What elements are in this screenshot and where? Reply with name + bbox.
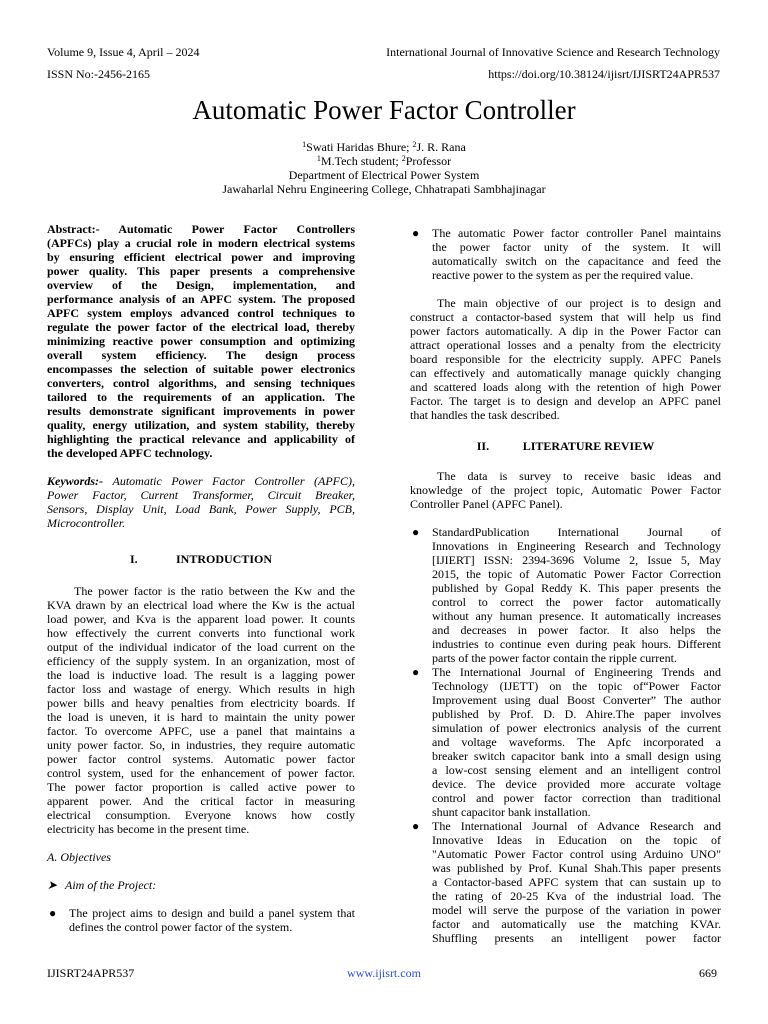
list-item	[410, 819, 721, 945]
bullet-dot-icon: ●	[412, 665, 420, 679]
author-block	[0, 140, 768, 196]
section-heading-literature-review	[410, 439, 721, 453]
main-objective-paragraph	[410, 296, 721, 422]
author-roles	[0, 154, 768, 168]
keywords-text	[47, 474, 355, 530]
text-line: (APFCs) play a crucial role in modern electrical systems	[47, 236, 355, 250]
page-title: Automatic Power Factor Controller	[192, 95, 576, 125]
text-line: The project aims to design and build a panel system that	[69, 906, 355, 920]
text-line: Technology (IJETT) on the topic of“Power Factor	[432, 679, 721, 693]
text-line: "Automatic Power Factor control using Arduino UNO"	[432, 847, 721, 861]
text-line: control and power factor correction than traditional	[432, 791, 721, 805]
keywords	[47, 474, 355, 530]
section-number: II.	[476, 439, 490, 453]
text-line: tailored to the requirements of an application. The	[47, 390, 355, 404]
text-line: how effectively the current converts into functional work	[47, 626, 355, 640]
author2-name: J. R. Rana	[416, 140, 466, 154]
list-item	[410, 226, 721, 282]
text-line: The International Journal of Engineering Trends and	[432, 665, 721, 679]
bullet-dot-icon: ●	[412, 525, 420, 539]
list-item	[47, 906, 355, 934]
text-line: factor. To overcome APFC, use a panel that maintains a	[47, 724, 355, 738]
text-line: factor and automatically use the matching KVAr.	[432, 917, 721, 931]
author-college: Jawaharlal Nehru Engineering College, Chhatrapati Sambhajinagar	[222, 182, 546, 196]
aim-list	[47, 906, 355, 934]
text-line: apparent power. And the critical factor in measuring	[47, 794, 355, 808]
text-line: automatically switch on the capacitance and feed the	[432, 254, 721, 268]
section-heading-introduction	[47, 552, 355, 566]
text-line: The automatic Power factor controller Panel maintains	[432, 226, 721, 240]
abstract	[47, 222, 355, 460]
bullet-dot-icon: ●	[412, 819, 420, 833]
text-line: 2015, the topic of Automatic Power Factor Correction	[432, 567, 721, 581]
text-line: published by Gopal Reddy K. This paper presents the	[432, 581, 721, 595]
text-line: and voltage waveforms. The Apfc incorporated a	[432, 735, 721, 749]
text-line: StandardPublication International Journal of	[432, 525, 721, 539]
header-volume: Volume 9, Issue 4, April – 2024	[47, 45, 200, 59]
text-line: breaker switch capacitor bank into a small design using	[432, 749, 721, 763]
text-line: highlighting the practical relevance and applicability of	[47, 432, 355, 446]
author1-superscript: 1	[302, 140, 307, 149]
role2-superscript: 2	[401, 154, 406, 163]
author2-role: Professor	[405, 154, 452, 168]
text-line: and scattered loads along with the retention of high Power	[410, 380, 721, 394]
text-line: APFC system employs advanced control techniques to	[47, 306, 355, 320]
text-line: factor loss and wastage of energy. Which results in high	[47, 682, 355, 696]
text-line: the load is uneven, it is hard to maintain the unity power	[47, 710, 355, 724]
section-title: LITERATURE REVIEW	[522, 439, 655, 453]
text-line: KVA drawn by an electrical load where the Kw is the actual	[47, 598, 355, 612]
text-line: performance analysis of an APFC system. The proposed	[47, 292, 355, 306]
text-line: Shuffling presents an intelligent power factor	[432, 931, 721, 945]
text-line: load power, and Kva is the apparent load power. It counts	[47, 612, 355, 626]
text-line: can effectively and automatically manage quickly changing	[410, 366, 721, 380]
aim-text	[69, 906, 355, 934]
text-line: electricity has become in the present time.	[47, 822, 250, 836]
panel-text	[432, 226, 721, 282]
text-line: Innovations in Engineering Research and Technology	[432, 539, 721, 553]
text-line: power bills and heavy penalties from electricity boards. If	[47, 696, 355, 710]
text-line: a Contactor-based APFC system that can sustain up to	[432, 875, 721, 889]
text-line: the developed APFC technology.	[47, 446, 213, 460]
text-line: Innovative Ideas in Education on the topic of	[432, 833, 721, 847]
section-title: INTRODUCTION	[175, 552, 272, 566]
text-line: the load is inductive load. The result is a lagging power	[47, 668, 355, 682]
text-line: efficiency of the supply system. In an organization, most of	[47, 654, 355, 668]
left-column	[47, 222, 355, 934]
footer-website-link[interactable]: www.ijisrt.com	[347, 966, 421, 980]
literature-item-1	[432, 525, 721, 665]
text-line: output of the individual indicator of the load current on the	[47, 640, 355, 654]
text-line: control system, used for the enhancement of power factor.	[47, 766, 355, 780]
text-line: unity power factor. So, in industries, they require automatic	[47, 738, 355, 752]
author-department: Department of Electrical Power System	[288, 168, 480, 182]
text-line: model will serve the purpose of the variation in power	[432, 903, 721, 917]
text-line: without any human presence. It automatically increases	[432, 609, 721, 623]
text-line: Microcontroller.	[47, 516, 126, 530]
text-line: by ensuring efficient electrical power and improving	[47, 250, 355, 264]
text-line: power quality. This paper presents a comprehensive	[47, 264, 355, 278]
text-line: published by Prof. D. D. Ahire.The paper involves	[432, 707, 721, 721]
author2-superscript: 2	[412, 140, 417, 149]
footer-paper-id: IJISRT24APR537	[47, 966, 135, 980]
text-line: The power factor proportion is called active power to	[47, 780, 355, 794]
text-line: Factor. The target is to design and develop an APFC panel	[410, 394, 721, 408]
text-line: Improvement using dual Boost Converter” The author	[432, 693, 721, 707]
bullet-dot-icon: ●	[49, 906, 57, 920]
text-line: The data is survey to receive basic ideas and	[437, 469, 721, 483]
aim-heading	[47, 878, 355, 892]
text-line: Controller Panel (APFC Panel).	[410, 497, 563, 511]
text-line: the rating of 20-25 Kva of the industrial load. The	[432, 889, 721, 903]
text-line: attract operational losses and a penalty from the electricity	[410, 338, 721, 352]
text-line: [IJIERT] ISSN: 2394-3696 Volume 2, Issue 5, May	[432, 553, 721, 567]
text-line: reactive power to the system as per the required value.	[432, 268, 694, 282]
text-line: knowledge of the project topic, Automatic Power Factor	[410, 483, 721, 497]
text-line: converters, control algorithms, and sensing techniques	[47, 376, 355, 390]
text-line: that handles the task described.	[410, 408, 560, 422]
text-line: The International Journal of Advance Research and	[432, 819, 721, 833]
aim-label: Aim of the Project:	[65, 878, 157, 892]
right-column	[410, 226, 721, 945]
text-line: results demonstrate significant improvements in power	[47, 404, 355, 418]
list-item	[410, 665, 721, 819]
author1-name: Swati Haridas Bhure;	[306, 140, 413, 154]
text-line: shunt capacitor bank installation.	[432, 805, 591, 819]
text-line: Abstract:- Automatic Power Factor Controllers	[47, 222, 355, 236]
author1-role: M.Tech student;	[320, 154, 402, 168]
text-line: Keywords:- Automatic Power Factor Controller (APFC),	[47, 474, 356, 488]
text-line: overall system efficiency. The design process	[47, 348, 355, 362]
text-line: the power factor unity of the system. It will	[432, 240, 721, 254]
text-line: a low-cost sensing element and an intelligent control	[432, 763, 721, 777]
text-line: industries to continue even during peak hours. Different	[432, 637, 721, 651]
literature-item-3	[432, 819, 721, 945]
text-line: minimizing reactive power consumption and optimizing	[47, 334, 355, 348]
text-line: defines the control power factor of the system.	[69, 920, 293, 934]
text-line: device. The device provided more accurate voltage	[432, 777, 721, 791]
header-journal: International Journal of Innovative Science and Research Technology	[386, 45, 720, 59]
text-line: regulate the power factor of the electrical load, thereby	[47, 320, 355, 334]
text-line: was published by Prof. Kunal Shah.This paper presents	[432, 861, 721, 875]
footer-page-number: 669	[699, 966, 717, 980]
objectives-heading: A. Objectives	[47, 850, 111, 864]
text-line: The power factor is the ratio between the Kw and the	[74, 584, 355, 598]
text-line: parts of the power factor contain the ripple current.	[432, 651, 677, 665]
text-line: quality, energy utilization, and system stability, thereby	[47, 418, 355, 432]
text-line: board responsible for the electricity supply. APFC Panels	[410, 352, 721, 366]
literature-item-2	[432, 665, 721, 819]
panel-list	[410, 226, 721, 282]
text-line: construct a contactor-based system that will help us find	[410, 310, 721, 324]
text-line: control to correct the power factor automatically	[432, 595, 721, 609]
text-line: and decreases in power factor. It also helps the	[432, 623, 721, 637]
role1-superscript: 1	[316, 154, 321, 163]
literature-list	[410, 525, 721, 945]
bullet-dot-icon: ●	[412, 226, 420, 240]
text-line: overview of the Design, implementation, and	[47, 278, 355, 292]
section-number: I.	[129, 552, 138, 566]
text-line: Power Factor, Current Transformer, Circuit Breaker,	[47, 488, 355, 502]
text-line: electrical consumption. Everyone knows how costly	[47, 808, 355, 822]
arrow-bullet-icon: ➤	[47, 878, 58, 892]
literature-intro-paragraph	[410, 469, 721, 511]
text-line: power factor control systems. Automatic power factor	[47, 752, 355, 766]
list-item	[410, 525, 721, 665]
text-line: power factors automatically. A dip in the Power Factor can	[410, 324, 721, 338]
header-doi[interactable]: https://doi.org/10.38124/ijisrt/IJISRT24APR537	[488, 67, 720, 81]
text-line: simulation of power electronics analysis of the current	[432, 721, 721, 735]
text-line: Sensors, Display Unit, Load Bank, Power Supply, PCB,	[47, 502, 355, 516]
text-line: The main objective of our project is to design and	[437, 296, 721, 310]
keywords-label: Keywords:-	[47, 474, 113, 488]
header-issn: ISSN No:-2456-2165	[47, 67, 151, 81]
author-names	[0, 140, 768, 154]
text-line: encompasses the selection of suitable power electronics	[47, 362, 355, 376]
introduction-paragraph	[47, 584, 355, 836]
